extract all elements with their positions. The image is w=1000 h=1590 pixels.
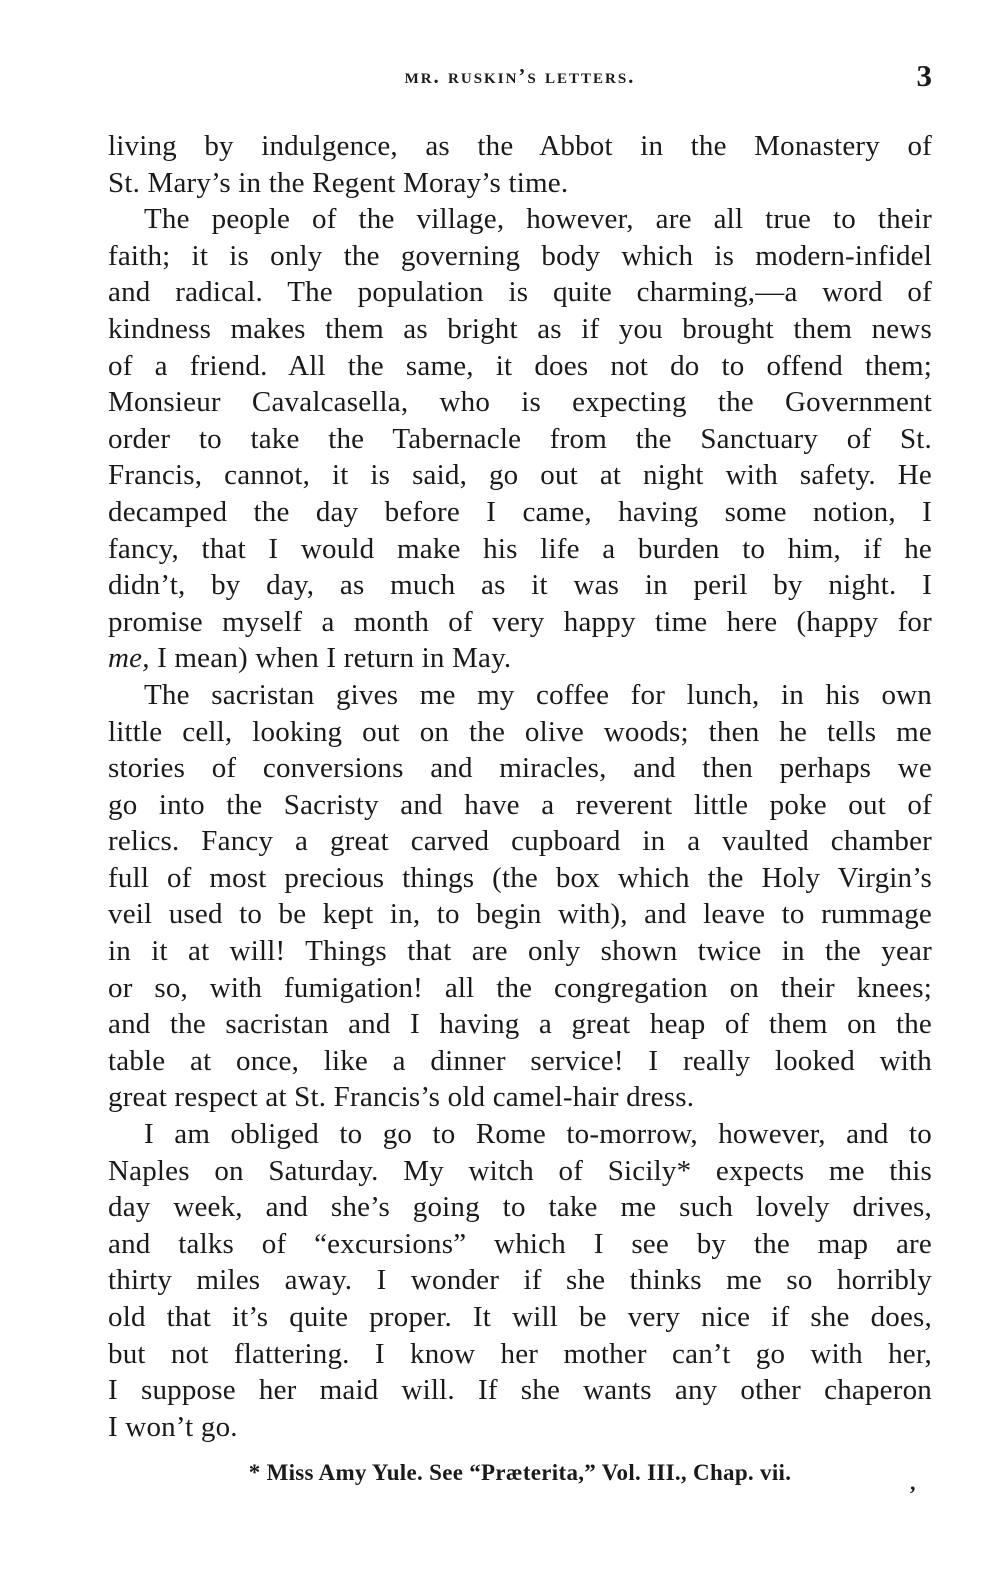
text-line: St. Mary’s in the Regent Moray’s time.	[108, 166, 569, 199]
text-line: The people of the village, however, are all true to their	[144, 203, 932, 236]
text-line: The sacristan gives me my coffee for lunch, in his own	[144, 678, 932, 711]
text-line: great respect at St. Francis’s old camel-hair dress.	[108, 1081, 695, 1114]
text-line: faith; it is only the governing body which is modern-infidel	[108, 239, 932, 272]
text-line: or so, with fumigation! all the congregation on their knees;	[108, 971, 932, 1004]
page-number: 3	[916, 58, 932, 93]
running-title: mr. ruskin’s letters.	[404, 64, 636, 88]
text-line: order to take the Tabernacle from the Sanctuary of St.	[108, 422, 932, 455]
text-line: little cell, looking out on the olive woods; then he tells me	[108, 715, 932, 748]
text-line: and the sacristan and I having a great heap of them on the	[108, 1008, 932, 1041]
italic-word: me,	[108, 642, 150, 675]
text-line: veil used to be kept in, to begin with), and leave to rummage	[108, 898, 932, 931]
text-line: thirty miles away. I wonder if she thinks me so horribly	[108, 1264, 932, 1297]
text-line: Naples on Saturday. My witch of Sicily* expects me this	[108, 1154, 932, 1187]
text-line: relics. Fancy a great carved cupboard in a vaulted chamber	[108, 825, 932, 858]
text-line: living by indulgence, as the Abbot in the Monastery of	[108, 130, 932, 162]
text-line: Francis, cannot, it is said, go out at night with safety. He	[108, 459, 932, 492]
text-line: and talks of “excursions” which I see by the map are	[108, 1227, 932, 1260]
running-head	[108, 58, 932, 98]
text-line: kindness makes them as bright as if you brought them news	[108, 312, 932, 345]
text-line-mixed	[108, 640, 932, 677]
text-line: day week, and she’s going to take me such lovely drives,	[108, 1191, 932, 1224]
text-line: table at once, like a dinner service! I really looked with	[108, 1044, 932, 1077]
text-line: stories of conversions and miracles, and then perhaps we	[108, 752, 932, 785]
text-line: old that it’s quite proper. It will be very nice if she does,	[108, 1301, 932, 1333]
text-line: full of most precious things (the box which the Holy Virgin’s	[108, 861, 932, 894]
text-line: decamped the day before I came, having some notion, I	[108, 495, 932, 528]
text-line: but not flattering. I know her mother can’t go with her,	[108, 1337, 932, 1370]
text-line: Monsieur Cavalcasella, who is expecting the Government	[108, 386, 932, 419]
text-line: go into the Sacristy and have a reverent little poke out of	[108, 788, 932, 821]
footnote: * Miss Amy Yule. See “Præterita,” Vol. III., Chap. vii.	[248, 1460, 792, 1485]
text-line: I suppose her maid will. If she wants any other chaperon	[108, 1374, 932, 1407]
text-line: of a friend. All the same, it does not do to offend them;	[108, 349, 932, 382]
stray-mark: ,	[910, 1470, 916, 1495]
text-line-remainder: I mean) when I return in May.	[149, 642, 512, 675]
text-line: fancy, that I would make his life a burden to him, if he	[108, 532, 932, 565]
body-text	[108, 128, 932, 1445]
text-line: didn’t, by day, as much as it was in peril by night. I	[108, 569, 932, 602]
text-line: promise myself a month of very happy time here (happy for	[108, 605, 932, 638]
text-line: and radical. The population is quite charming,—a word of	[108, 276, 932, 309]
text-line: I am obliged to go to Rome to-morrow, however, and to	[144, 1118, 932, 1151]
text-line: I won’t go.	[108, 1410, 238, 1443]
text-line: in it at will! Things that are only shown twice in the year	[108, 935, 932, 968]
